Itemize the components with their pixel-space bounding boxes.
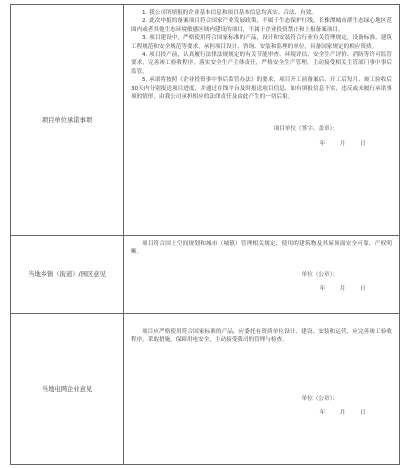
commitment-date-line xyxy=(131,140,392,148)
date-year: 年 xyxy=(319,410,326,417)
grid-opinion-label: 当地电网企业意见 xyxy=(11,314,124,465)
date-month: 月 xyxy=(339,410,346,417)
date-day: 日 xyxy=(359,410,366,417)
township-seal-line: 单位（公章）： xyxy=(301,271,338,278)
date-year: 年 xyxy=(319,140,326,147)
township-opinion-row xyxy=(11,236,400,314)
township-opinion-content xyxy=(124,236,400,314)
grid-date-line xyxy=(131,409,392,417)
commitment-row xyxy=(11,5,400,236)
approval-form-table xyxy=(10,4,400,465)
commitment-item-5: 5. 承诺将按照《企业投资事中事后监管办法》的要求，项目开工前备案后，开工后每月、竣工验收后30天内分别报送项目进度，并通过在线平台及时报送项目信息，如有填报信息不实，违反或未履行承诺事项的情形，由我公司承担相应的法律责任及由此产生的一切后果。 xyxy=(131,77,392,101)
commitment-item-1: 1. 我公司所填报的企业基本信息和项目基本信息均真实、合法、有效。 xyxy=(142,10,317,16)
commitment-signature-line: 项目单位（签字、盖章）： xyxy=(273,126,338,133)
date-day: 日 xyxy=(359,286,366,293)
grid-opinion-content xyxy=(124,314,400,465)
commitment-content xyxy=(124,5,400,236)
date-month: 月 xyxy=(339,140,346,147)
commitment-label: 项目单位承诺事项 xyxy=(11,5,124,236)
date-month: 月 xyxy=(339,286,346,293)
commitment-item-3: 3. 项目建设中，严格使用符合国家标准的产品，设计和安装符合行业有关管理规定，设备标准、建筑工程规范和安全规范等要求，承担项目设计、咨询、安装和监理的单位，具备国家规定的相应资质。 xyxy=(131,35,392,50)
township-opinion-label: 当地乡镇（街道）/园区意见 xyxy=(11,236,124,314)
commitment-item-2: 2. 此次申报的备案项目符合国家产业发展政策，不属于生态保护红线、长株潭城市群生态绿心地区范围内或者其他生态环境敏感区域内建设的项目，不属于企业投资禁止和上报备案项目。 xyxy=(131,18,392,33)
grid-opinion-row xyxy=(11,314,400,465)
commitment-item-4: 4. 项目投产前，认真履行法律法规规定的有关节能审查、环境评估、安全生产评价、消防等许可监管要求，完善竣工验收程序，落实安全生产主体责任，严格安全生产管理，主动接受相关主管部门事中事后监管。 xyxy=(131,52,392,75)
township-date-line xyxy=(131,285,392,293)
township-opinion-text: 项目符合国土空间规划和城市（城镇）管理相关规定，使用的建筑物及其屋顶面安全可靠、产权明晰。 xyxy=(131,241,392,256)
grid-seal-line: 单位（公章）： xyxy=(301,395,338,402)
grid-opinion-text: 项目应严格使用符合国家标准的产品，应委托有资质单位设计、建设、安装和运营，应完善竣工验收程序，采取措施，保障用电安全，主动接受我司的管理与检查。 xyxy=(131,329,392,344)
date-day: 日 xyxy=(359,140,366,147)
date-year: 年 xyxy=(319,286,326,293)
